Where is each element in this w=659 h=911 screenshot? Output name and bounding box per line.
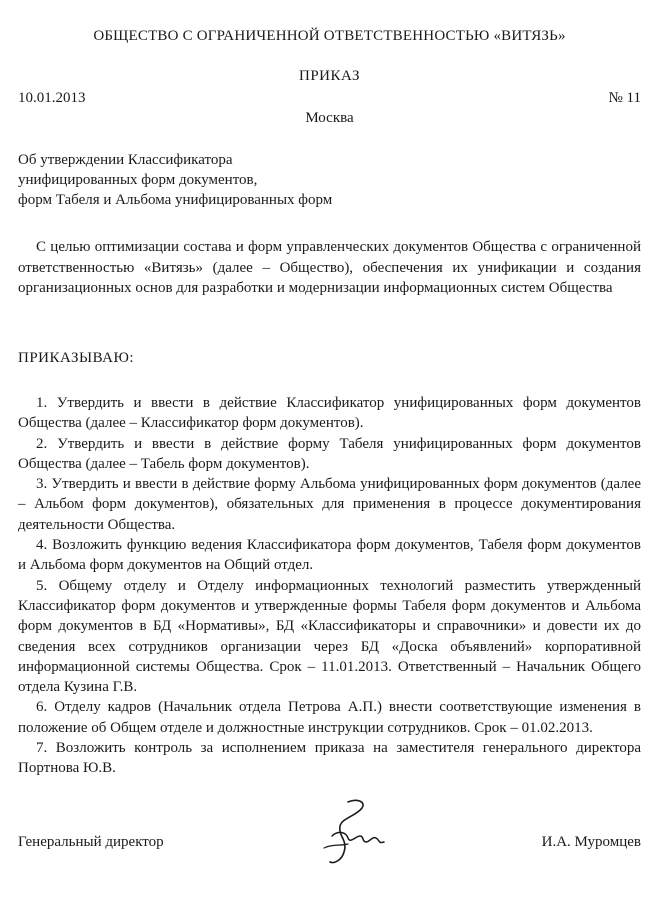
preamble-paragraph: С целью оптимизации состава и форм управленческих документов Общества с ограниченной ответственностью «Витязь» (далее – Общество), обеспечения их унификации и создания организационных основ для разработки и модернизации информационных систем Общества	[18, 239, 641, 296]
document-type: ПРИКАЗ	[299, 68, 360, 84]
order-word: ПРИКАЗЫВАЮ:	[18, 350, 135, 366]
organization-name: ОБЩЕСТВО С ОГРАНИЧЕННОЙ ОТВЕТСТВЕННОСТЬЮ «ВИТЯЗЬ»	[93, 28, 566, 44]
subject-line: Об утверждении Классификатора	[18, 152, 233, 168]
document-date: 10.01.2013	[18, 90, 86, 106]
order-item-1: 1. Утвердить и ввести в действие Классификатор унифицированных форм документов Общества (далее – Классификатор форм документов).	[18, 395, 641, 432]
document-number: № 11	[608, 90, 641, 106]
subject-line: унифицированных форм документов,	[18, 172, 258, 188]
order-items-list	[18, 393, 641, 779]
order-item-6: 6. Отделу кадров (Начальник отдела Петрова А.П.) внести соответствующие изменения в положение об Общем отделе и должностные инструкции сотрудников. Срок – 01.02.2013.	[18, 699, 641, 736]
order-item-3: 3. Утвердить и ввести в действие форму Альбома унифицированных форм документов (далее – Альбом форм документов), обязательных для применения в процессе документирования деятельности Общества.	[18, 476, 641, 533]
signature-icon	[318, 796, 398, 868]
order-item-2: 2. Утвердить и ввести в действие форму Табеля унифицированных форм документов Общества (далее – Табель форм документов).	[18, 435, 641, 472]
subject-line: форм Табеля и Альбома унифицированных форм	[18, 192, 333, 208]
document-city: Москва	[305, 110, 354, 126]
signer-role: Генеральный директор	[18, 834, 164, 850]
signer-name: И.А. Муромцев	[541, 834, 641, 850]
order-item-7: 7. Возложить контроль за исполнением приказа на заместителя генерального директора Портнова Ю.В.	[18, 740, 641, 777]
order-item-5: 5. Общему отделу и Отделу информационных технологий разместить утвержденный Классификатор форм документов и утвержденные формы Табеля форм документов и Альбома форм документов в БД «Нормативы», БД «Классификаторы и справочники» и довести их до сведения всех сотрудников организации через БД «Доска объявлений» корпоративной информационной системы Общества. Срок – 11.01.2013. Ответственный – Начальник Общего отдела Кузина Г.В.	[18, 577, 641, 696]
document-subject	[18, 150, 438, 210]
order-item-4: 4. Возложить функцию ведения Классификатора форм документов, Табеля форм документов и Альбома форм документов на Общий отдел.	[18, 537, 641, 574]
